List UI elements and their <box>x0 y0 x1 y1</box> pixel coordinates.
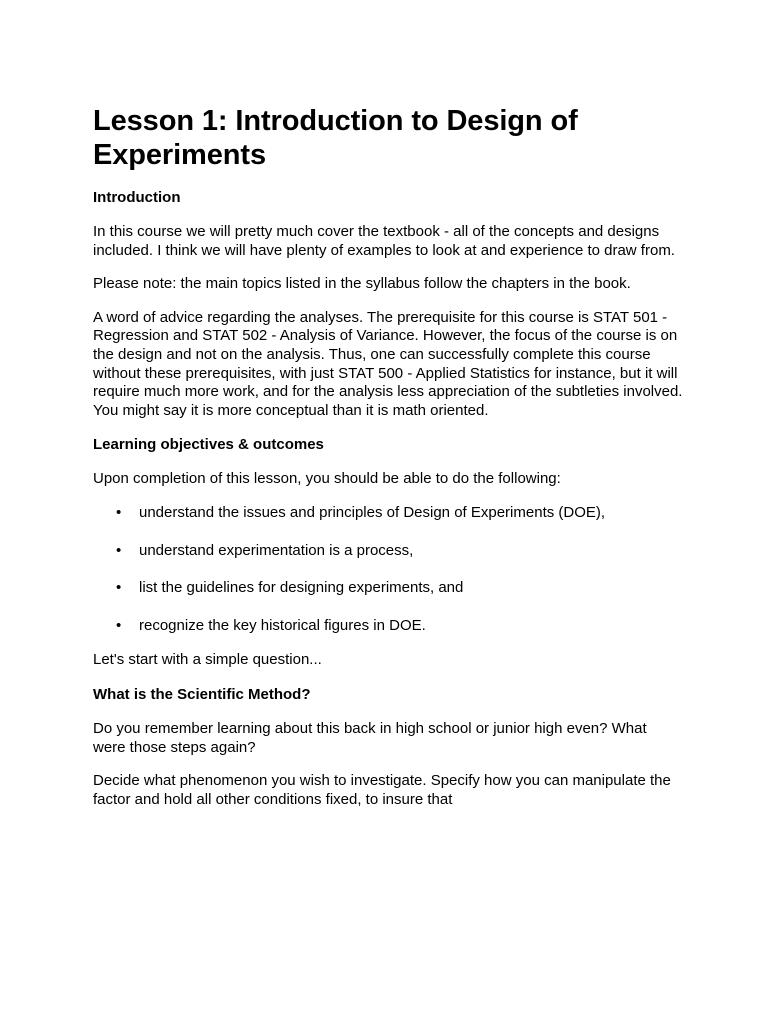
paragraph: Let's start with a simple question... <box>93 651 322 669</box>
paragraph: Upon completion of this lesson, you should be able to do the following: <box>93 470 561 488</box>
paragraph: Do you remember learning about this back in high school or junior high even? What were those steps again? <box>93 719 647 756</box>
paragraph: Please note: the main topics listed in the syllabus follow the chapters in the book. <box>93 275 631 293</box>
bullet-icon: • <box>116 541 122 559</box>
paragraph: A word of advice regarding the analyses. The prerequisite for this course is STAT 501 - Regression and STAT 502 - Analysis of Variance. However, the focus of the course is on the design and not on the analysis. Thus, one can successfully complete this course without these prerequisites, with just STAT 500 - Applied Statistics for instance, but it will require much more work, and for the analysis less appreciation of the subtleties involved. You might say it is more conceptual than it is math oriented. <box>93 308 683 419</box>
paragraph: In this course we will pretty much cover the textbook - all of the concepts and designs included. I think we will have plenty of examples to look at and experience to draw from. <box>93 223 675 259</box>
page-title: Lesson 1: Introduction to Design of Experiments <box>93 105 578 171</box>
list-item-text: understand the issues and principles of Design of Experiments (DOE), <box>139 503 606 521</box>
list-item-text: list the guidelines for designing experiments, and <box>139 579 464 597</box>
list-item <box>93 617 683 636</box>
document-page <box>93 104 683 824</box>
section-heading-scientific-method: What is the Scientific Method? <box>93 685 311 703</box>
section-heading-introduction: Introduction <box>93 189 181 206</box>
list-item-text: understand experimentation is a process, <box>139 541 414 559</box>
list-item-text: recognize the key historical figures in DOE. <box>139 616 426 634</box>
bullet-icon: • <box>116 579 122 597</box>
bullet-icon: • <box>116 503 122 521</box>
section-heading-learning-objectives: Learning objectives & outcomes <box>93 436 324 454</box>
paragraph: Decide what phenomenon you wish to investigate. Specify how you can manipulate the factor and hold all other conditions fixed, to insure that <box>93 772 671 808</box>
list-item <box>93 579 683 598</box>
list-item <box>93 504 683 523</box>
list-item <box>93 542 683 561</box>
objectives-list <box>93 504 683 635</box>
bullet-icon: • <box>116 616 122 634</box>
